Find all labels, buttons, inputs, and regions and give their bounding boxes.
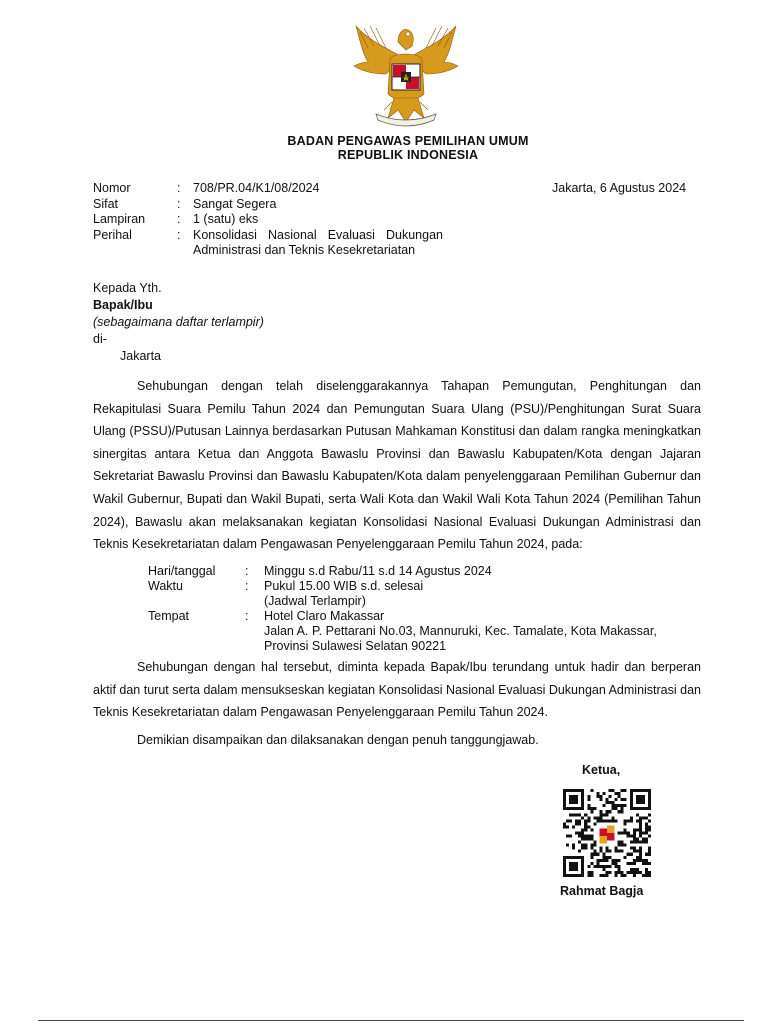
meta-row-perihal: Perihal : Konsolidasi Nasional Evaluasi Dukungan Administrasi dan Teknis Kesekretariatan: [93, 227, 443, 257]
meta-value: 708/PR.04/K1/08/2024: [193, 181, 320, 195]
body-paragraph-2: Sehubungan dengan hal tersebut, diminta kepada Bapak/Ibu terundang untuk hadir dan berperan aktif dan turut serta dalam mensukseskan kegiatan Konsolidasi Nasional Evaluasi Dukungan Administrasi dan Teknis Kesekretariatan dalam Pengawasan Penyelenggaraan Pemilu Tahun 2024.: [93, 660, 701, 720]
schedule-block: [148, 564, 657, 654]
recipient-note: (sebagaimana daftar terlampir): [93, 315, 264, 329]
meta-value: 1 (satu) eks: [193, 212, 259, 226]
meta-row-sifat: Sifat : Sangat Segera: [93, 197, 443, 213]
schedule-value: Jalan A. P. Pettarani No.03, Mannuruki, Kec. Tamalate, Kota Makassar,: [264, 624, 657, 638]
recipient-greeting: Kepada Yth.: [93, 281, 162, 295]
recipient-block: [93, 280, 264, 365]
schedule-key: Tempat: [148, 609, 189, 623]
signer-name: Rahmat Bagja: [560, 884, 644, 898]
schedule-value: Minggu s.d Rabu/11 s.d 14 Agustus 2024: [264, 564, 492, 578]
meta-row-lampiran: Lampiran : 1 (satu) eks: [93, 212, 443, 228]
meta-value: Sangat Segera: [193, 196, 277, 211]
letter-date: Jakarta, 6 Agustus 2024: [552, 181, 687, 195]
schedule-key: Hari/tanggal: [148, 564, 216, 578]
recipient-city: Jakarta: [120, 349, 161, 363]
org-name-line1: BADAN PENGAWAS PEMILIHAN UMUM: [287, 134, 529, 148]
schedule-row-time: Waktu : Pukul 15.00 WIB s.d. selesai (Jadwal Terlampir): [148, 579, 424, 608]
schedule-row-place: Tempat : Hotel Claro Makassar Jalan A. P. Pettarani No.03, Mannuruki, Kec. Tamalate, Kota Makassar, Provinsi Sulawesi Selatan 90221: [148, 609, 657, 653]
schedule-key: Waktu: [148, 579, 183, 593]
schedule-value: Pukul 15.00 WIB s.d. selesai: [264, 579, 424, 593]
meta-row-nomor: Nomor : 708/PR.04/K1/08/2024: [93, 181, 443, 197]
org-name-line2: REPUBLIK INDONESIA: [337, 148, 479, 162]
schedule-value: Provinsi Sulawesi Selatan 90221: [264, 639, 447, 653]
meta-key: Nomor: [93, 181, 131, 195]
body-paragraph-1: Sehubungan dengan telah diselenggarakannya Tahapan Pemungutan, Penghitungan dan Rekapitulasi Suara Pemilu Tahun 2024 dan Pemungutan Suara Ulang (PSU)/Penghitungan Surat Suara Ulang (PSSU)/Putusan Lainnya berdasarkan Putusan Mahkaman Konstitusi dan dalam rangka meningkatkan sinergitas antara Ketua dan Anggota Bawaslu Provinsi dan Bawaslu Kabupaten/Kota dengan Jajaran Sekretariat Bawaslu Provinsi dan Bawaslu Kabupaten/Kota dalam penyelenggaraan Pemilihan Gubernur dan Wakil Gubernur, Bupati dan Wakil Bupati, serta Wali Kota dan Wakil Wali Kota Tahun 2024 (Pemilihan Tahun 2024), Bawaslu akan melaksanakan kegiatan Konsolidasi Nasional Evaluasi Dukungan Administrasi dan Teknis Kesekretariatan dalam Pengawasan Penyelenggaraan Pemilu Tahun 2024, pada:: [93, 379, 701, 552]
meta-value: Konsolidasi Nasional Evaluasi Dukungan Administrasi dan Teknis Kesekretariatan: [193, 227, 443, 257]
schedule-value: (Jadwal Terlampir): [264, 594, 366, 608]
recipient-di: di-: [93, 332, 107, 346]
body-paragraph-3: Demikian disampaikan dan dilaksanakan dengan penuh tanggungjawab.: [137, 733, 539, 747]
qr-code-icon: [563, 789, 651, 877]
recipient-name: Bapak/Ibu: [93, 298, 153, 312]
meta-key: Lampiran: [93, 212, 146, 226]
letter-meta: [93, 181, 443, 259]
signature-title: Ketua,: [582, 763, 621, 777]
garuda-emblem-icon: [346, 18, 466, 130]
meta-key: Perihal: [93, 227, 132, 242]
footer-divider: [38, 1020, 744, 1021]
schedule-row-date: Hari/tanggal : Minggu s.d Rabu/11 s.d 14 Agustus 2024: [148, 564, 492, 578]
meta-key: Sifat: [93, 196, 119, 211]
schedule-value: Hotel Claro Makassar: [264, 609, 385, 623]
